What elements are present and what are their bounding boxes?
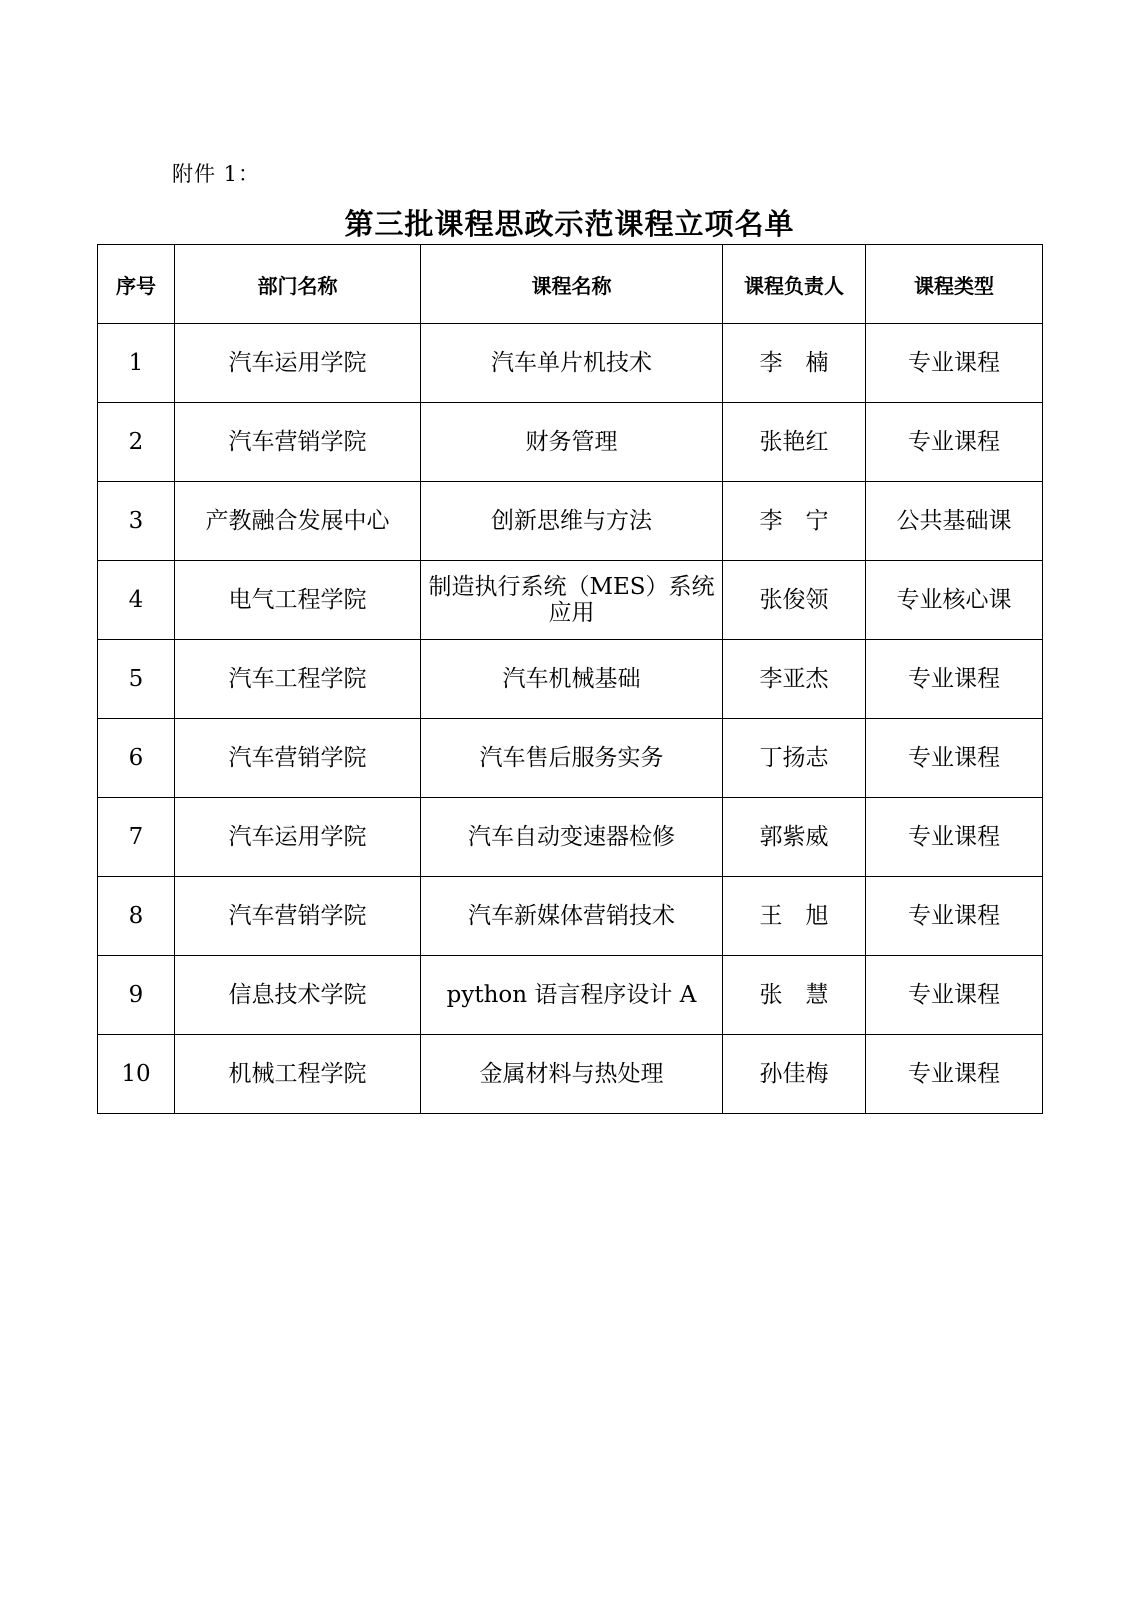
table-header-row bbox=[98, 245, 1043, 324]
cell-dept: 汽车运用学院 bbox=[175, 798, 421, 877]
table-row bbox=[98, 719, 1043, 798]
cell-dept: 机械工程学院 bbox=[175, 1035, 421, 1114]
cell-seq: 4 bbox=[98, 561, 175, 640]
cell-seq: 5 bbox=[98, 640, 175, 719]
cell-course: 汽车新媒体营销技术 bbox=[421, 877, 723, 956]
cell-seq: 6 bbox=[98, 719, 175, 798]
cell-lead: 丁扬志 bbox=[723, 719, 866, 798]
cell-course: 财务管理 bbox=[421, 403, 723, 482]
cell-lead: 孙佳梅 bbox=[723, 1035, 866, 1114]
cell-type: 专业课程 bbox=[866, 640, 1043, 719]
table-row bbox=[98, 640, 1043, 719]
header-lead: 课程负责人 bbox=[723, 245, 866, 324]
cell-seq: 7 bbox=[98, 798, 175, 877]
cell-type: 专业课程 bbox=[866, 798, 1043, 877]
header-course: 课程名称 bbox=[421, 245, 723, 324]
cell-lead: 王 旭 bbox=[723, 877, 866, 956]
cell-course: 汽车机械基础 bbox=[421, 640, 723, 719]
cell-dept: 电气工程学院 bbox=[175, 561, 421, 640]
cell-dept: 汽车营销学院 bbox=[175, 719, 421, 798]
cell-dept: 信息技术学院 bbox=[175, 956, 421, 1035]
cell-course: 金属材料与热处理 bbox=[421, 1035, 723, 1114]
header-seq: 序号 bbox=[98, 245, 175, 324]
cell-lead: 张艳红 bbox=[723, 403, 866, 482]
cell-dept: 汽车运用学院 bbox=[175, 324, 421, 403]
cell-type: 公共基础课 bbox=[866, 482, 1043, 561]
cell-course: python 语言程序设计 A bbox=[421, 956, 723, 1035]
cell-type: 专业课程 bbox=[866, 956, 1043, 1035]
cell-type: 专业课程 bbox=[866, 324, 1043, 403]
cell-type: 专业课程 bbox=[866, 403, 1043, 482]
cell-lead: 张 慧 bbox=[723, 956, 866, 1035]
attachment-label: 附件 1： bbox=[172, 162, 261, 186]
table-row bbox=[98, 403, 1043, 482]
cell-lead: 李 楠 bbox=[723, 324, 866, 403]
cell-seq: 3 bbox=[98, 482, 175, 561]
table-row bbox=[98, 482, 1043, 561]
cell-course: 创新思维与方法 bbox=[421, 482, 723, 561]
table-row bbox=[98, 798, 1043, 877]
table-row bbox=[98, 561, 1043, 640]
table-row bbox=[98, 877, 1043, 956]
project-list-table bbox=[97, 244, 1043, 1114]
cell-seq: 1 bbox=[98, 324, 175, 403]
header-dept: 部门名称 bbox=[175, 245, 421, 324]
cell-lead: 李亚杰 bbox=[723, 640, 866, 719]
cell-dept: 产教融合发展中心 bbox=[175, 482, 421, 561]
table-row bbox=[98, 324, 1043, 403]
cell-type: 专业课程 bbox=[866, 1035, 1043, 1114]
cell-dept: 汽车工程学院 bbox=[175, 640, 421, 719]
cell-dept: 汽车营销学院 bbox=[175, 403, 421, 482]
header-type: 课程类型 bbox=[866, 245, 1043, 324]
cell-seq: 10 bbox=[98, 1035, 175, 1114]
cell-type: 专业课程 bbox=[866, 719, 1043, 798]
cell-seq: 8 bbox=[98, 877, 175, 956]
cell-course: 制造执行系统（MES）系统应用 bbox=[421, 561, 723, 640]
cell-course: 汽车售后服务实务 bbox=[421, 719, 723, 798]
cell-seq: 2 bbox=[98, 403, 175, 482]
document-title: 第三批课程思政示范课程立项名单 bbox=[344, 207, 795, 241]
table-row bbox=[98, 1035, 1043, 1114]
cell-type: 专业课程 bbox=[866, 877, 1043, 956]
cell-lead: 张俊领 bbox=[723, 561, 866, 640]
cell-course: 汽车自动变速器检修 bbox=[421, 798, 723, 877]
cell-lead: 李 宁 bbox=[723, 482, 866, 561]
cell-dept: 汽车营销学院 bbox=[175, 877, 421, 956]
table-row bbox=[98, 956, 1043, 1035]
cell-course: 汽车单片机技术 bbox=[421, 324, 723, 403]
cell-seq: 9 bbox=[98, 956, 175, 1035]
cell-lead: 郭紫威 bbox=[723, 798, 866, 877]
cell-type: 专业核心课 bbox=[866, 561, 1043, 640]
